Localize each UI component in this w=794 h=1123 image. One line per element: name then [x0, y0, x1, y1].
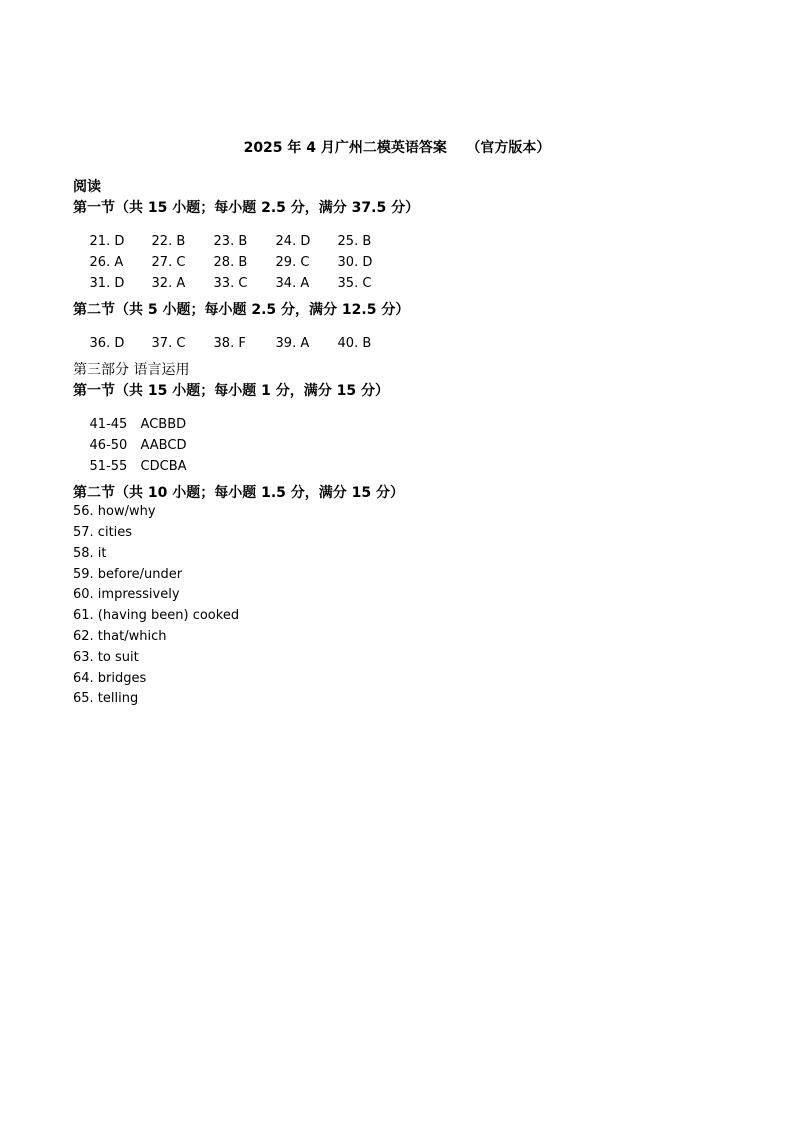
answer-item: 30. D	[337, 255, 373, 270]
answer-item: 35. C	[337, 276, 372, 291]
answer-item: 34. A	[275, 276, 310, 291]
cloze-range: 46-50	[89, 438, 128, 453]
reading-section1-heading: 第一节（共 15 小题；每小题 2.5 分，满分 37.5 分）	[73, 200, 420, 216]
fill-answer: 57. cities	[73, 525, 133, 540]
answer-item: 32. A	[151, 276, 186, 291]
answer-item: 33. C	[213, 276, 248, 291]
answer-item: 24. D	[275, 234, 311, 249]
answer-item: 29. C	[275, 255, 310, 270]
fill-answer: 59. before/under	[73, 567, 183, 582]
answer-item: 36. D	[89, 336, 125, 351]
answer-item: 21. D	[89, 234, 125, 249]
fill-answer: 63. to suit	[73, 650, 139, 665]
fill-answer: 60. impressively	[73, 587, 180, 602]
cloze-answers: AABCD	[140, 438, 187, 453]
cloze-answers: ACBBD	[140, 417, 187, 432]
cloze-range: 41-45	[89, 417, 128, 432]
fill-answer: 56. how/why	[73, 504, 156, 519]
answer-item: 26. A	[89, 255, 124, 270]
answer-item: 37. C	[151, 336, 186, 351]
fill-answer: 64. bridges	[73, 671, 147, 686]
reading-label: 阅读	[73, 179, 101, 195]
language-section2-heading: 第二节（共 10 小题；每小题 1.5 分，满分 15 分）	[73, 485, 405, 501]
cloze-range: 51-55	[89, 459, 128, 474]
fill-answer: 65. telling	[73, 691, 139, 706]
language-section1-heading: 第一节（共 15 小题；每小题 1 分，满分 15 分）	[73, 383, 389, 399]
language-use-label: 第三部分 语言运用	[73, 362, 190, 378]
answer-item: 31. D	[89, 276, 125, 291]
answer-item: 27. C	[151, 255, 186, 270]
answer-item: 25. B	[337, 234, 372, 249]
cloze-answers: CDCBA	[140, 459, 187, 474]
document-title: 2025 年 4 月广州二模英语答案 （官方版本）	[243, 140, 551, 156]
answer-item: 22. B	[151, 234, 186, 249]
answer-item: 28. B	[213, 255, 248, 270]
fill-answer: 62. that/which	[73, 629, 167, 644]
answer-item: 40. B	[337, 336, 372, 351]
fill-answer: 61. (having been) cooked	[73, 608, 240, 623]
reading-section2-heading: 第二节（共 5 小题；每小题 2.5 分，满分 12.5 分）	[73, 302, 410, 318]
answer-item: 39. A	[275, 336, 310, 351]
answer-item: 23. B	[213, 234, 248, 249]
fill-answer: 58. it	[73, 546, 107, 561]
answer-item: 38. F	[213, 336, 246, 351]
